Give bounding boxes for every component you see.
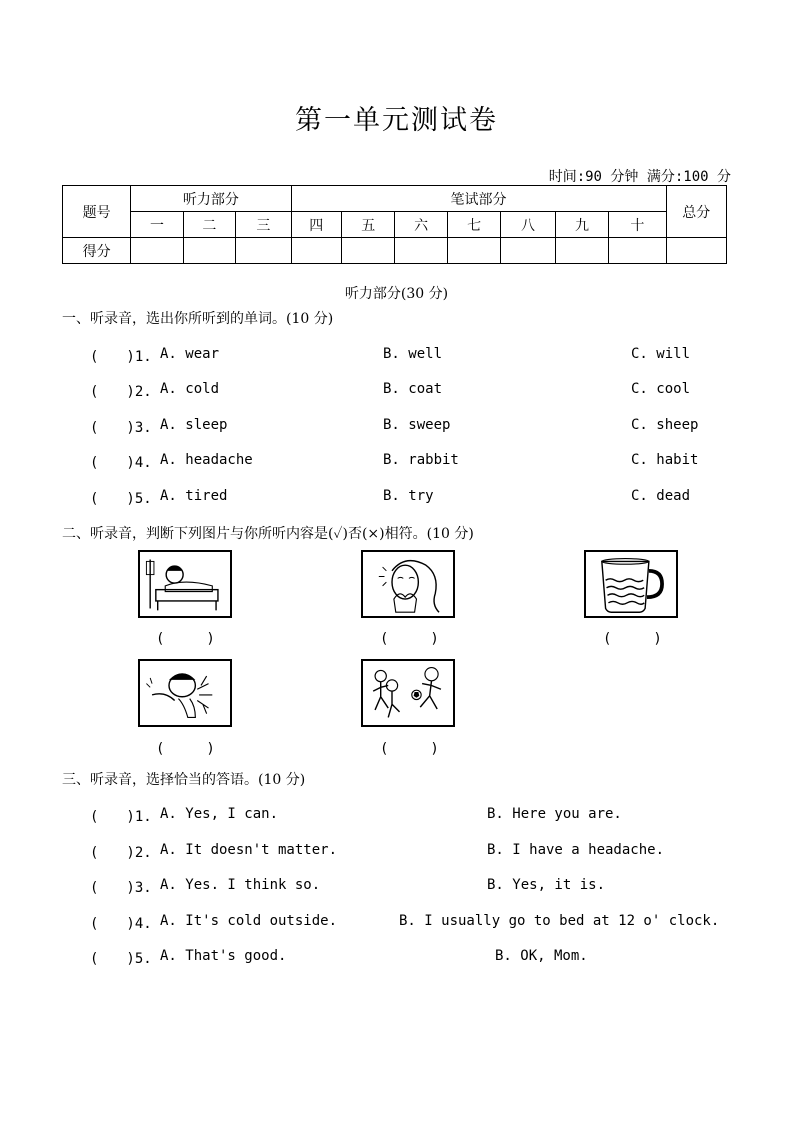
section3-heading: 三、听录音，选择恰当的答语。(10 分) bbox=[62, 772, 306, 788]
time-info: 时间:90 分钟 满分:100 分 bbox=[548, 169, 731, 185]
answer-blank[interactable]: ( ) bbox=[380, 631, 439, 647]
water-cup-picture bbox=[584, 550, 678, 618]
part-header: 七 bbox=[447, 212, 500, 238]
part-header: 二 bbox=[183, 212, 235, 238]
question-number[interactable]: ( )2. bbox=[90, 384, 152, 400]
score-cell[interactable] bbox=[183, 238, 235, 264]
question-number[interactable]: ( )1. bbox=[90, 349, 152, 365]
score-cell[interactable] bbox=[291, 238, 341, 264]
score-cell[interactable] bbox=[501, 238, 555, 264]
option-b: B. sweep bbox=[383, 417, 451, 433]
page-title: 第一单元测试卷 bbox=[295, 105, 498, 136]
score-cell[interactable] bbox=[131, 238, 183, 264]
option-a: A. tired bbox=[160, 488, 228, 504]
writing-label: 笔试部分 bbox=[291, 186, 666, 212]
option-b: B. Yes, it is. bbox=[487, 877, 606, 893]
score-cell[interactable] bbox=[342, 238, 395, 264]
question-number[interactable]: ( )3. bbox=[90, 880, 152, 896]
question-number[interactable]: ( )1. bbox=[90, 809, 152, 825]
kids-playing-icon bbox=[363, 661, 453, 725]
option-b: B. try bbox=[383, 488, 434, 504]
score-label: 得分 bbox=[63, 238, 131, 264]
option-c: C. dead bbox=[631, 488, 691, 504]
option-b: B. well bbox=[383, 346, 443, 362]
part-header: 八 bbox=[501, 212, 555, 238]
score-cell[interactable] bbox=[609, 238, 666, 264]
option-a: A. It doesn't matter. bbox=[160, 842, 338, 858]
cup-icon bbox=[586, 552, 676, 616]
option-b: B. I usually go to bed at 12 o' clock. bbox=[399, 913, 720, 929]
option-b: B. I have a headache. bbox=[487, 842, 665, 858]
score-cell[interactable] bbox=[395, 238, 447, 264]
part-header: 四 bbox=[291, 212, 341, 238]
listening-section-header: 听力部分(30 分) bbox=[344, 286, 449, 302]
listening-label: 听力部分 bbox=[131, 186, 291, 212]
part-header: 一 bbox=[131, 212, 183, 238]
option-c: C. habit bbox=[631, 452, 699, 468]
score-cell[interactable] bbox=[447, 238, 500, 264]
option-b: B. Here you are. bbox=[487, 806, 622, 822]
question-number[interactable]: ( )5. bbox=[90, 951, 152, 967]
question-number[interactable]: ( )2. bbox=[90, 845, 152, 861]
option-c: C. cool bbox=[631, 381, 691, 397]
score-table bbox=[62, 185, 727, 264]
kids-playing-football-picture bbox=[361, 659, 455, 727]
option-a: A. That's good. bbox=[160, 948, 287, 964]
option-c: C. will bbox=[631, 346, 691, 362]
question-number[interactable]: ( )4. bbox=[90, 916, 152, 932]
part-header: 五 bbox=[342, 212, 395, 238]
girl-crying-picture bbox=[361, 550, 455, 618]
part-header: 九 bbox=[555, 212, 608, 238]
answer-blank[interactable]: ( ) bbox=[156, 741, 215, 757]
option-a: A. Yes. I think so. bbox=[160, 877, 321, 893]
sneezing-icon bbox=[140, 661, 230, 725]
option-a: A. cold bbox=[160, 381, 220, 397]
option-a: A. It's cold outside. bbox=[160, 913, 338, 929]
question-number[interactable]: ( )3. bbox=[90, 420, 152, 436]
answer-blank[interactable]: ( ) bbox=[603, 631, 662, 647]
option-b: B. rabbit bbox=[383, 452, 459, 468]
option-a: A. Yes, I can. bbox=[160, 806, 279, 822]
topic-label: 题号 bbox=[63, 186, 131, 238]
part-header: 十 bbox=[609, 212, 666, 238]
score-cell[interactable] bbox=[555, 238, 608, 264]
question-number[interactable]: ( )5. bbox=[90, 491, 152, 507]
section2-heading: 二、听录音，判断下列图片与你所听内容是(✓)否(×)相符。(10 分) bbox=[62, 526, 474, 542]
girl-crying-icon bbox=[363, 552, 453, 616]
section1-heading: 一、听录音，选出你所听到的单词。(10 分) bbox=[62, 311, 334, 327]
total-label: 总分 bbox=[666, 186, 726, 238]
score-cell[interactable] bbox=[236, 238, 291, 264]
part-header: 三 bbox=[236, 212, 291, 238]
sick-in-bed-icon bbox=[140, 552, 230, 616]
option-c: C. sheep bbox=[631, 417, 699, 433]
sneezing-picture bbox=[138, 659, 232, 727]
option-b: B. coat bbox=[383, 381, 443, 397]
sick-in-bed-picture bbox=[138, 550, 232, 618]
answer-blank[interactable]: ( ) bbox=[380, 741, 439, 757]
answer-blank[interactable]: ( ) bbox=[156, 631, 215, 647]
option-a: A. sleep bbox=[160, 417, 228, 433]
question-number[interactable]: ( )4. bbox=[90, 455, 152, 471]
option-b: B. OK, Mom. bbox=[495, 948, 588, 964]
score-cell[interactable] bbox=[666, 238, 726, 264]
option-a: A. headache bbox=[160, 452, 253, 468]
part-header: 六 bbox=[395, 212, 447, 238]
option-a: A. wear bbox=[160, 346, 220, 362]
